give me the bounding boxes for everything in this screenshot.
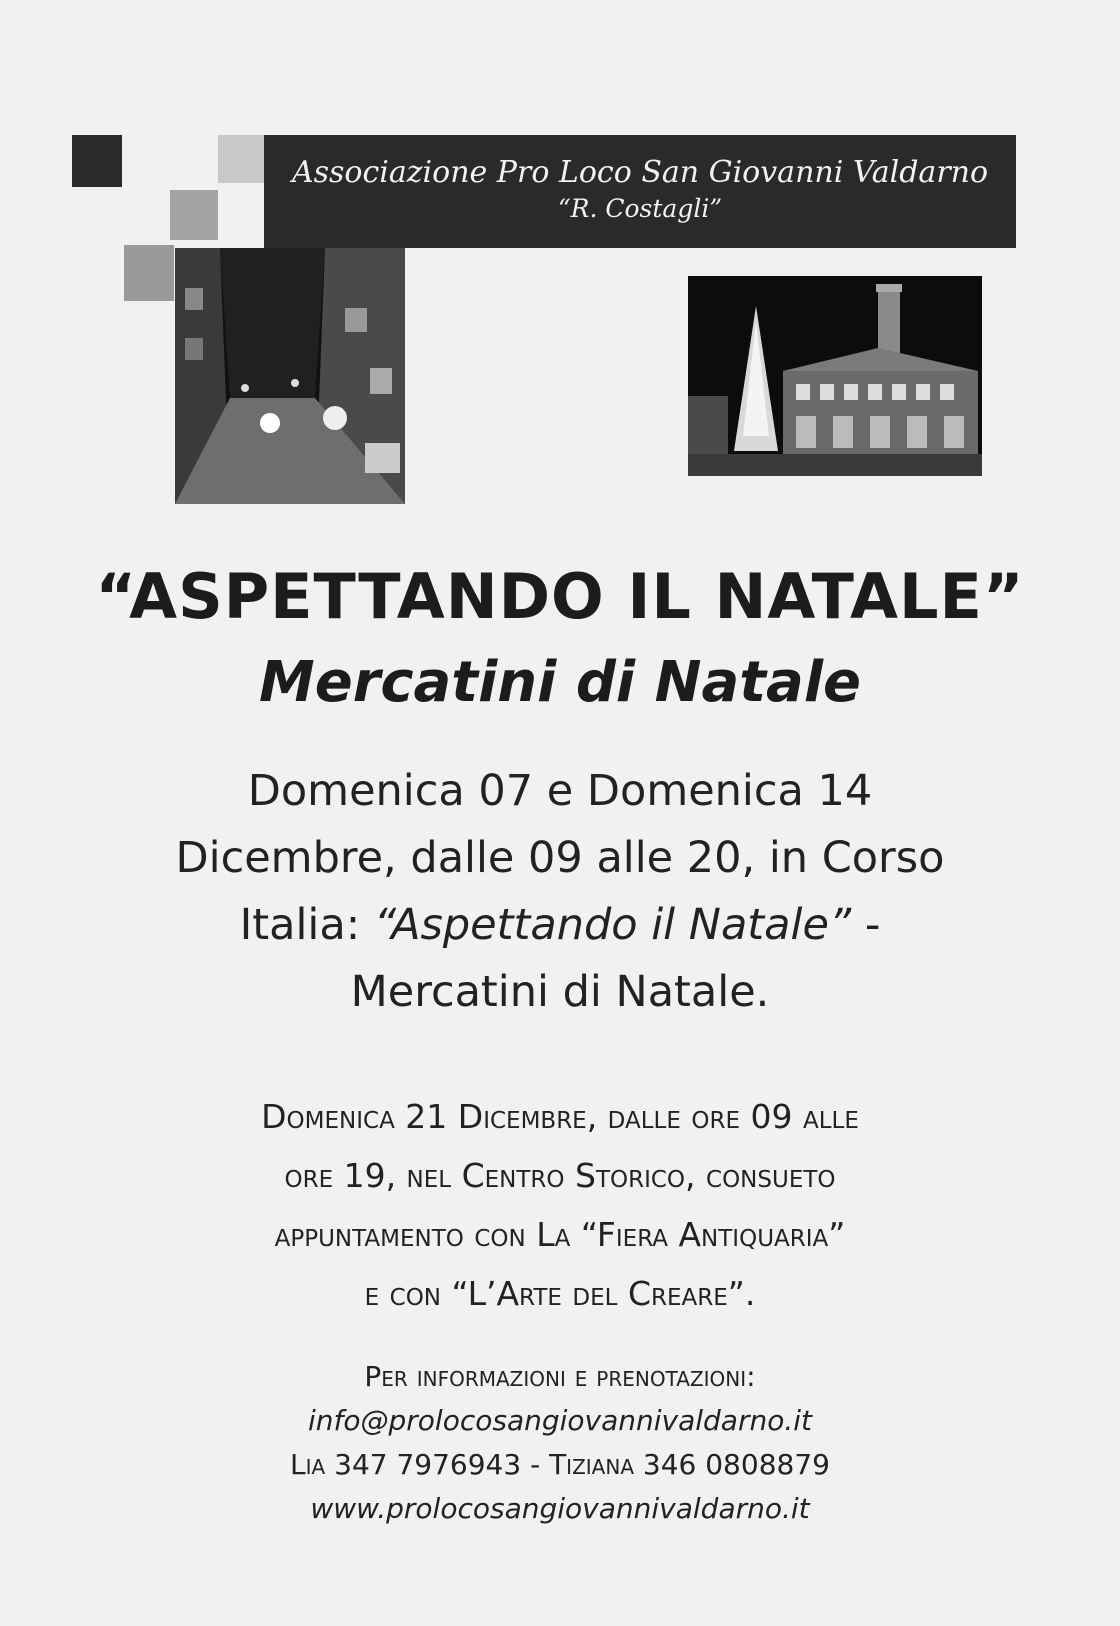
photo-street-night (175, 248, 405, 504)
event-title: “ASPETTANDO IL NATALE” (95, 560, 1025, 633)
event-name-quote: “Aspettando il Natale” (373, 900, 852, 950)
event-dates-line (100, 892, 1020, 959)
photo-piazza-tree (688, 276, 982, 476)
contact-phones: Lia 347 7976943 - Tiziana 346 0808879 (290, 1448, 830, 1481)
event-dates-block (100, 758, 1020, 1026)
contact-email: info@prolocosangiovannivaldarno.it (307, 1404, 813, 1437)
decor-square (218, 135, 266, 183)
antique-fair-line: Domenica 21 Dicembre, dalle ore 09 alle (261, 1097, 859, 1136)
contact-block (100, 1355, 1020, 1531)
event-dash: - (851, 900, 881, 950)
contact-website: www.prolocosangiovannivaldarno.it (310, 1492, 810, 1525)
street-night-illustration (175, 248, 405, 504)
decor-square (72, 135, 122, 187)
event-dates-line: Mercatini di Natale. (350, 967, 770, 1017)
event-location-text: Italia: (239, 900, 374, 950)
piazza-illustration (688, 276, 982, 476)
decor-square (170, 190, 218, 240)
event-dates-line: Domenica 07 e Domenica 14 (247, 766, 873, 816)
org-header (264, 135, 1016, 248)
antique-fair-line: ore 19, nel Centro Storico, consueto (284, 1156, 836, 1195)
event-dates-line: Dicembre, dalle 09 alle 20, in Corso (175, 833, 945, 883)
org-subtitle: “R. Costagli” (557, 194, 723, 223)
decor-square (124, 245, 174, 301)
event-subtitle: Mercatini di Natale (259, 650, 861, 715)
antique-fair-line: e con “L’Arte del Creare”. (364, 1274, 756, 1313)
org-name: Associazione Pro Loco San Giovanni Valdarno (291, 155, 989, 190)
antique-fair-line: appuntamento con La “Fiera Antiquaria” (274, 1215, 846, 1254)
contact-heading: Per informazioni e prenotazioni: (364, 1360, 756, 1393)
antique-fair-block (100, 1087, 1020, 1323)
